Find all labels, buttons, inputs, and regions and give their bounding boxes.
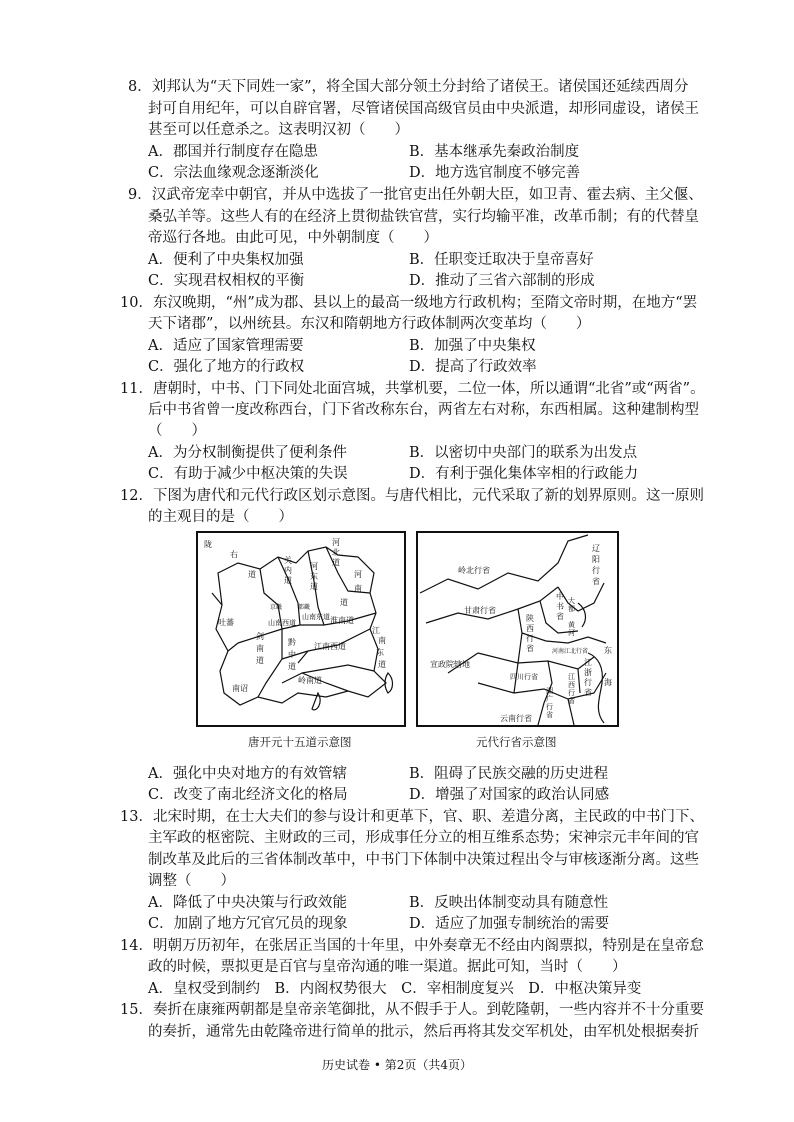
q15-stem-line-1: 15．奏折在康雍两朝都是皇帝亲笔御批，从不假手于人。到乾隆朝，一些内容并不十分重要 [120, 1002, 704, 1018]
tang-label-hebei-bei: 北 [332, 548, 340, 557]
yuan-label-dadu-du: 都 [568, 605, 575, 613]
yuan-label-yunnan: 云南行省 [500, 714, 532, 723]
q11-option-d[interactable]: D．有利于强化集体宰相的行政能力 [409, 466, 639, 482]
tang-label-duji: 都畿 [298, 604, 311, 611]
tang-circuits-map [196, 531, 406, 727]
page-footer: 历史试卷 • 第2页（共4页） [322, 1058, 472, 1072]
yuan-label-jiangzhe-jiang: 江 [584, 658, 592, 667]
tang-label-jiangnandong-jiang: 江 [372, 626, 380, 635]
tang-label-dao1: 道 [248, 570, 256, 579]
yuan-label-donghai-dong: 东 [604, 646, 612, 655]
yuan-label-shaanxi-sheng: 省 [526, 644, 534, 653]
q8-option-a[interactable]: A．郡国并行制度存在隐患 [148, 144, 318, 160]
tang-label-hebei-dao: 道 [332, 558, 340, 567]
tang-map-labels [204, 538, 386, 693]
yuan-label-gansu: 甘肃行省 [464, 606, 496, 615]
tang-label-henan-he: 河 [354, 570, 362, 579]
q10-option-c[interactable]: C．强化了地方的行政权 [148, 359, 305, 375]
q12-stem-line-2: 的主观目的是（ ） [148, 509, 293, 525]
tang-label-qian: 黔 [288, 638, 296, 647]
yuan-label-jiangzhe-zhe: 浙 [584, 668, 592, 677]
tang-map-drawing [198, 533, 404, 725]
q8-stem-line-2: 封可自用纪年，可以自辟官署，尽管诸侯国高级官员由中央派遣，却形同虚设，诸侯王 [148, 101, 699, 117]
q11-stem-line-3: （ ） [148, 423, 206, 439]
yuan-map-drawing [418, 533, 617, 725]
tang-label-huainan: 淮南道 [330, 616, 354, 625]
tang-label-henan-dao: 道 [340, 598, 348, 607]
q9-option-c[interactable]: C．实现君权相权的平衡 [148, 273, 305, 289]
yuan-label-huanghe-huang: 黄 [568, 621, 575, 629]
tang-label-hebei-he: 河 [332, 538, 340, 547]
q12-stem-line-1: 12．下图为唐代和元代行政区划示意图。与唐代相比，元代采取了新的划界原则。这一原则 [120, 488, 704, 504]
yuan-provinces-map [416, 531, 619, 727]
yuan-label-donghai-hai: 海 [604, 678, 612, 687]
q12-option-b[interactable]: B．阻碍了民族交融的历史进程 [409, 766, 609, 782]
yuan-label-dadu-da: 大 [568, 597, 575, 605]
tang-label-jiannan-nan: 南 [256, 644, 264, 653]
tang-label-nei: 内 [284, 566, 292, 575]
yuan-label-jiangzhe-xing: 行 [584, 678, 592, 687]
yuan-label-huguang-sheng: 省 [546, 711, 553, 719]
yuan-label-huanghe-he: 河 [568, 629, 575, 637]
q14-stem-line-1: 14．明朝万历初年，在张居正当国的十年里，中外奏章无不经由内阁票拟，特别是在皇帝怠 [120, 938, 704, 954]
q9-stem-line-1: 9．汉武帝宠幸中朝官，并从中选拔了一批官吏出任外朝大臣，如卫青、霍去病、主父偃、 [128, 187, 703, 203]
tang-label-hedong-he: 河 [310, 562, 318, 571]
yuan-label-shaanxi-xing: 行 [526, 634, 534, 643]
q13-stem-line-2: 主军政的枢密院、主财政的三司，形成事任分立的相互维系态势；宋神宗元丰年间的官 [148, 830, 699, 846]
tang-label-dao2: 道 [284, 576, 292, 585]
tang-label-jiangnandong-nan: 南 [378, 636, 386, 645]
yuan-label-jiangxi-xi: 西 [568, 681, 575, 689]
yuan-map-caption: 元代行省示意图 [476, 735, 557, 749]
yuan-label-xuanzhengyuan: 宣政院辖地 [430, 660, 470, 669]
q9-option-a[interactable]: A．便利了中央集权加强 [148, 252, 304, 268]
q12-option-c[interactable]: C．改变了南北经济文化的格局 [148, 787, 348, 803]
q11-stem-line-1: 11．唐朝时，中书、门下同处北面宫城，共掌机要，二位一体，所以通谓“北省”或“两省”。 [120, 381, 705, 397]
yuan-label-liaoyang-sheng: 省 [592, 577, 600, 586]
q11-stem-line-2: 后中书省曾一度改称西台，门下省改称东台，两省左右对称，东西相属。这种建制构型 [148, 402, 699, 418]
q13-stem-line-4: 调整（ ） [148, 873, 235, 889]
yuan-label-shaanxi-shan: 陕 [526, 614, 534, 623]
tang-label-jiangnandong-dong: 东 [376, 648, 384, 657]
tang-label-henan-nan: 南 [354, 584, 362, 593]
yuan-label-zhongshu-shu: 书 [556, 602, 564, 611]
tang-label-qianzhong-zhong: 中 [288, 650, 296, 659]
tang-label-lingnan: 岭南道 [298, 676, 322, 685]
q8-stem-line-1: 8．刘邦认为“天下同姓一家”，将全国大部分领土分封给了诸侯王。诸侯国还延续西周分 [128, 79, 689, 95]
yuan-label-sichuan: 四川行省 [510, 673, 538, 681]
tang-label-jiangnandong-dao: 道 [378, 660, 386, 669]
q13-option-c[interactable]: C．加剧了地方冗官冗员的现象 [148, 916, 348, 932]
q8-option-c[interactable]: C．宗法血缘观念逐渐淡化 [148, 165, 319, 181]
yuan-label-huguang-hu: 湖 [546, 687, 553, 695]
tang-label-hedong-dong: 东 [310, 572, 318, 581]
q14-stem-line-2: 政的时候，票拟更是百官与皇帝沟通的唯一渠道。据此可知，当时（ ） [148, 959, 627, 975]
yuan-label-liaoyang-xing: 行 [592, 566, 600, 575]
yuan-label-jiangxi-sheng: 省 [568, 697, 575, 705]
q10-option-a[interactable]: A．适应了国家管理需要 [148, 338, 304, 354]
tang-label-tubo: 吐蕃 [218, 618, 234, 627]
q13-option-d[interactable]: D．适应了加强专制统治的需要 [409, 916, 610, 932]
tang-label-shannan-west: 山南西道 [268, 619, 296, 627]
yuan-label-liaoyang-yang: 阳 [592, 555, 600, 564]
q11-option-b[interactable]: B．以密切中央部门的联系为出发点 [409, 445, 638, 461]
yuan-map-labels [430, 544, 612, 723]
q13-option-b[interactable]: B．反映出体制变动具有随意性 [409, 895, 609, 911]
tang-label-jiannan-dao: 道 [256, 656, 264, 665]
q10-option-b[interactable]: B．加强了中央集权 [409, 338, 536, 354]
yuan-label-jiangxi-xing: 行 [568, 689, 575, 697]
yuan-label-zhongshu-sheng: 省 [556, 612, 564, 621]
yuan-label-jiangxi-jiang: 江 [568, 673, 575, 681]
q8-option-b[interactable]: B．基本继承先秦政治制度 [409, 144, 580, 160]
q14-options[interactable]: A．皇权受到制约 B．内阁权势很大 C．宰相制度复兴 D．中枢决策异变 [148, 981, 642, 997]
q9-stem-line-3: 帝巡行各地。由此可见，中外朝制度（ ） [148, 230, 438, 246]
q9-option-b[interactable]: B．任职变迁取决于皇帝喜好 [409, 252, 594, 268]
q10-stem-line-1: 10．东汉晚期，“州”成为郡、县以上的最高一级地方行政机构；至隋文帝时期，在地方“罢 [120, 295, 698, 311]
tang-label-you: 右 [230, 550, 238, 559]
q10-stem-line-2: 天下诸郡”，以州统县。东汉和隋朝地方行政体制两次变革均（ ） [148, 316, 591, 332]
yuan-label-zhongshu-zhong: 中 [556, 592, 564, 601]
q15-stem-line-2: 的奏折，通常先由乾隆帝进行简单的批示，然后再将其发交军机处，由军机处根据奏折 [148, 1024, 699, 1040]
tang-label-jiangnan-west: 江南西道 [314, 642, 346, 651]
q13-stem-line-3: 制改革及此后的三省体制改革中，中书门下体制中决策过程出令与审核逐渐分离。这些 [148, 852, 699, 868]
yuan-label-huguang-xing: 行 [546, 703, 553, 711]
q8-option-d[interactable]: D．地方选官制度不够完善 [409, 165, 581, 181]
tang-label-qianzhong-dao: 道 [288, 662, 296, 671]
q11-option-c[interactable]: C．有助于减少中枢决策的失误 [148, 466, 348, 482]
tang-label-guan: 关 [284, 556, 292, 565]
q12-option-a[interactable]: A．强化中央对地方的有效管辖 [148, 766, 347, 782]
q9-option-d[interactable]: D．推动了三省六部制的形成 [409, 273, 595, 289]
tang-label-nanzhao: 南诏 [232, 684, 248, 693]
tang-label-jingji: 京畿 [270, 604, 283, 611]
q13-option-a[interactable]: A．降低了中央决策与行政效能 [148, 895, 347, 911]
q9-stem-line-2: 桑弘羊等。这些人有的在经济上贯彻盐铁官营，实行均输平准，改革币制；有的代替皇 [148, 209, 699, 225]
q12-option-d[interactable]: D．增强了对国家的政治认同感 [409, 787, 610, 803]
tang-label-jian: 剑 [256, 632, 264, 641]
yuan-label-lingbei: 岭北行省 [458, 566, 490, 575]
tang-label-hedong-dao: 道 [310, 582, 318, 591]
q11-option-a[interactable]: A．为分权制衡提供了便利条件 [148, 445, 347, 461]
tang-label-shannan-east: 山南东道 [302, 613, 330, 621]
q10-option-d[interactable]: D．提高了行政效率 [409, 359, 537, 375]
yuan-label-huguang-guang: 广 [546, 695, 553, 703]
yuan-label-henanjiangbei: 河南江北行省 [552, 648, 589, 655]
tang-label-long: 陇 [204, 540, 212, 549]
tang-map-caption: 唐开元十五道示意图 [248, 735, 352, 749]
yuan-label-shaanxi-xi: 西 [526, 624, 534, 633]
yuan-label-jiangzhe-sheng: 省 [584, 688, 592, 697]
yuan-label-liaoyang-liao: 辽 [592, 544, 600, 553]
q13-stem-line-1: 13．北宋时期，在士大夫们的参与设计和更革下，官、职、差遣分离，主民政的中书门下、 [120, 809, 704, 825]
q8-stem-line-3: 甚至可以任意杀之。这表明汉初（ ） [148, 122, 409, 138]
